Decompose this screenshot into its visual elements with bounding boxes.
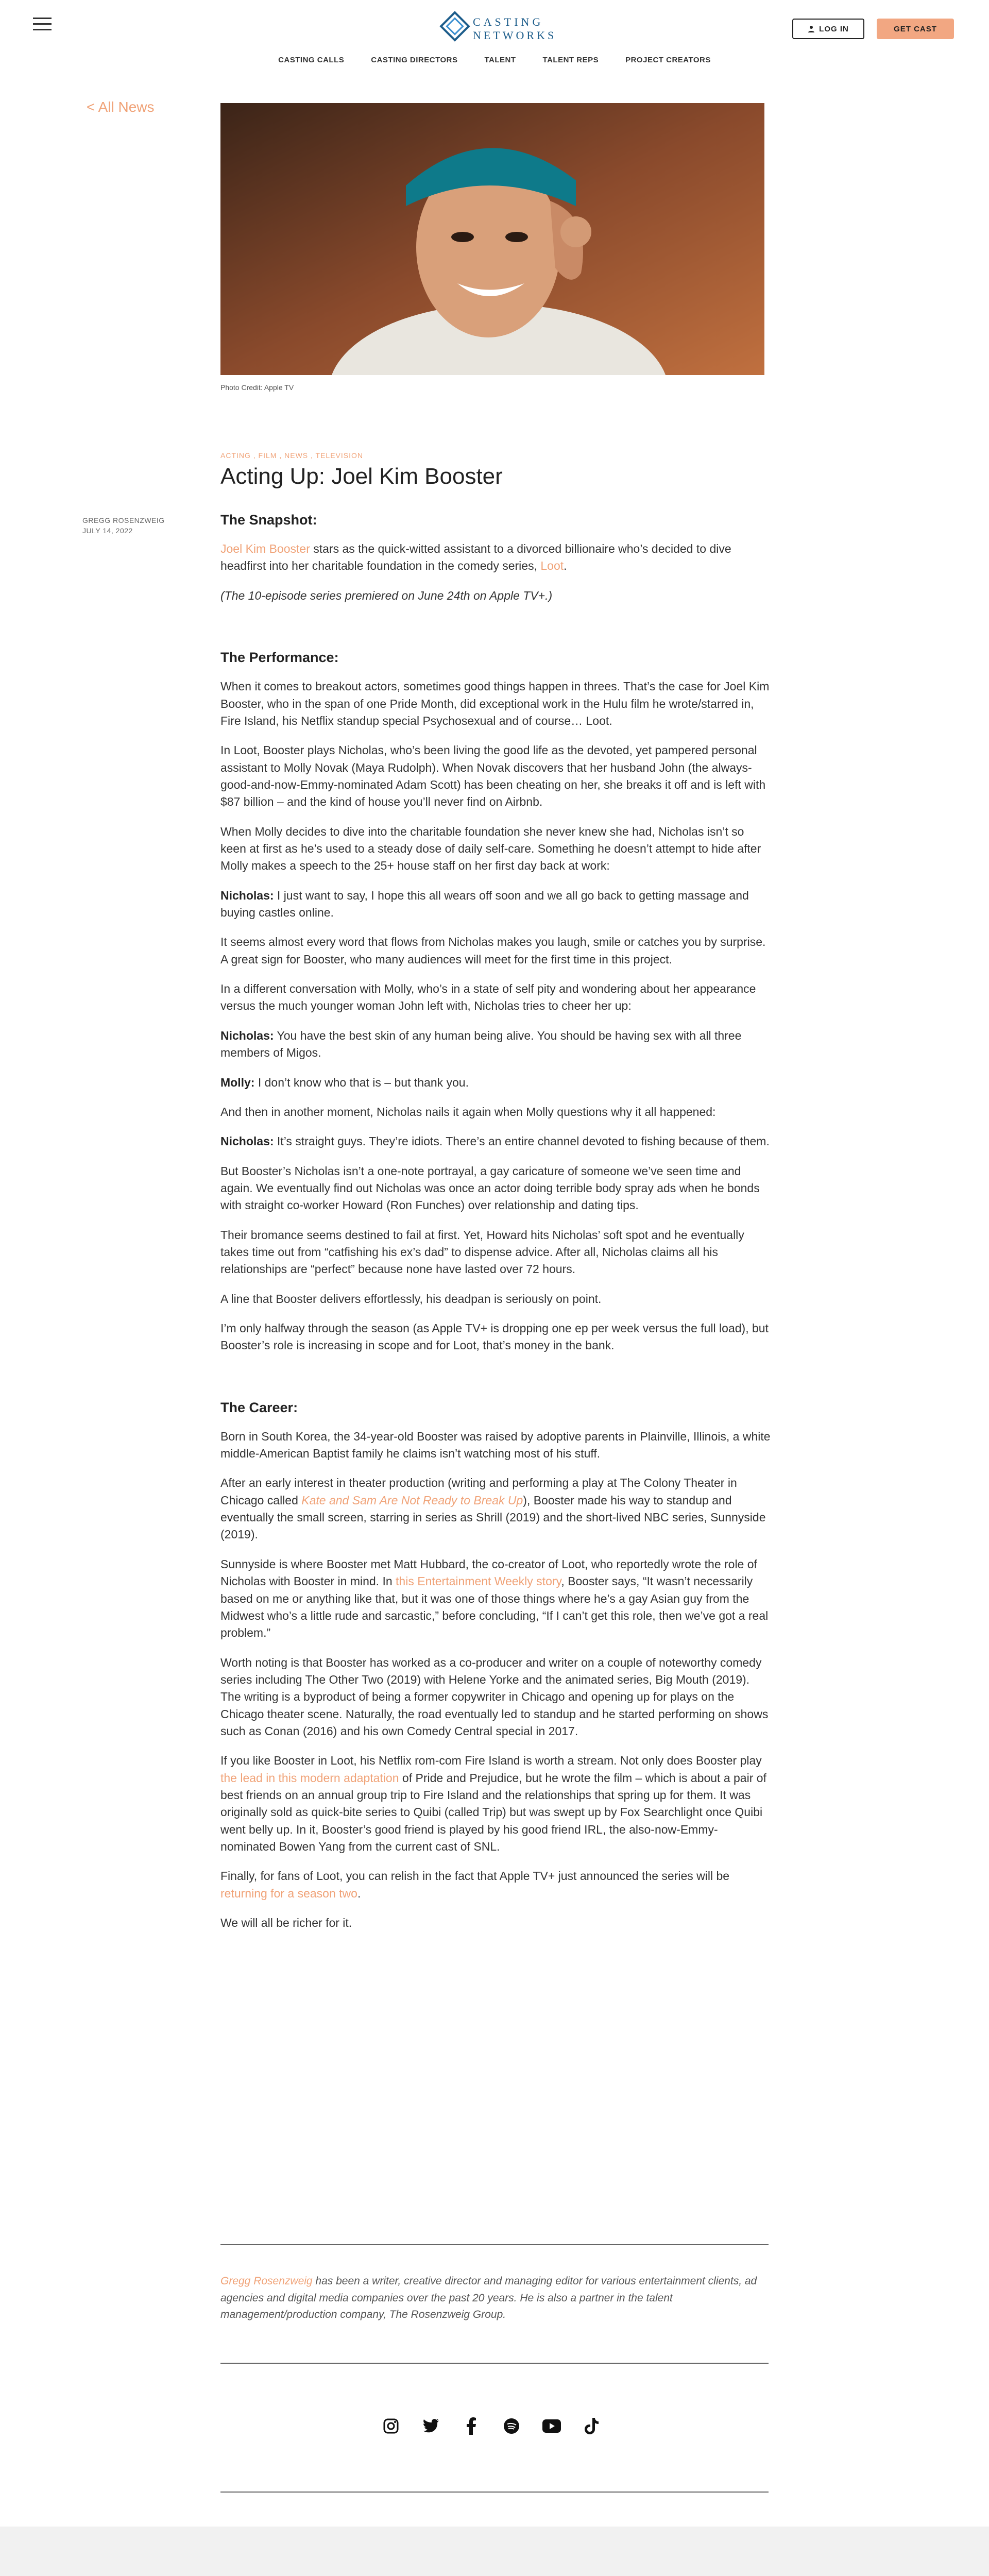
author-name[interactable]: GREGG ROSENZWEIG [82, 516, 165, 524]
hamburger-menu-icon[interactable] [33, 18, 52, 31]
tiktok-icon[interactable] [582, 2416, 602, 2436]
author-bio: Gregg Rosenzweig has been a writer, creative director and managing editor for various entertainment clients, ad agencies and digital media companies over the past 20 years. He is also a partner in the talent management/production company, The Rosenzweig Group. [220, 2275, 757, 2321]
paragraph: Sunnyside is where Booster met Matt Hubbard, the co-creator of Loot, who reportedly wrote the role of Nicholas with Booster in mind. In this Entertainment Weekly story, Booster says, “It wasn’t necessarily based on me or anything like that, but it was one of those things where he’s a gay Asian guy from the Midwest who’s a little rude and sarcastic,” before concluding, “If I can’t get this role, then we’ve got a real problem.” [220, 1557, 769, 1640]
paragraph: A line that Booster delivers effortlessly, his deadpan is seriously on point. [220, 1292, 602, 1306]
ew-story-link[interactable]: this Entertainment Weekly story [396, 1574, 561, 1588]
instagram-icon[interactable] [381, 2416, 401, 2436]
spotify-icon[interactable] [502, 2416, 521, 2436]
paragraph: I’m only halfway through the season (as Apple TV+ is dropping one ep per week versus the full load), but Booster’s role is increasing in scope and for Loot, that’s money in the bank. [220, 1321, 769, 1352]
newsletter-band [0, 2527, 989, 2576]
get-cast-button[interactable]: GET CAST [877, 19, 954, 39]
login-button[interactable] [792, 19, 864, 39]
paragraph: In Loot, Booster plays Nicholas, who’s been living the good life as the devoted, yet pampered personal assistant to Molly Novak (Maya Rudolph). When Novak discovers that her husband John (the always-good-and-now-Emmy-nominated Adam Scott) has been cheating on her, she breaks it off and is left with $87 billion – and the kind of house you’ll never find on Airbnb. [220, 743, 766, 809]
paragraph: And then in another moment, Nicholas nails it again when Molly questions why it all happened: [220, 1105, 716, 1118]
all-news-link[interactable]: < All News [87, 99, 155, 115]
paragraph: When Molly decides to dive into the charitable foundation she never knew she had, Nicholas isn’t so keen at first as he’s used to a steady dose of daily self-care. Something he doesn’t attempt to hide after Molly makes a speech to the 25+ house staff on her first day back at work: [220, 824, 761, 873]
nav-casting-directors[interactable]: CASTING DIRECTORS [371, 56, 458, 64]
quote: Nicholas: It’s straight guys. They’re idiots. There’s an entire channel devoted to fishing because of them. [220, 1134, 770, 1148]
article-body [220, 510, 772, 1944]
nav-casting-calls[interactable]: CASTING CALLS [278, 56, 345, 64]
publish-date: JULY 14, 2022 [82, 527, 133, 535]
paragraph: But Booster’s Nicholas isn’t a one-note portrayal, a gay caricature of someone we’ve seen time and again. We eventually find out Nicholas was once an actor doing terrible body spray ads when he bonds with straight co-worker Howard (Ron Funches) over relationship and dating tips. [220, 1164, 760, 1212]
logo-text-networks: NETWORKS [473, 29, 557, 42]
paragraph: Their bromance seems destined to fail at first. Yet, Howard hits Nicholas’ soft spot and he eventually takes time out from “catfishing his ex’s dad” to dispense advice. After all, Nicholas claims all his relationships are “perfect” because none have lasted over 72 hours. [220, 1228, 744, 1276]
paragraph: When it comes to breakout actors, sometimes good things happen in threes. That’s the case for Joel Kim Booster, who in the span of one Pride Month, did exceptional work in the Hulu film he wrote/starred in, Fire Island, his Netflix standup special Psychosexual and of course… Loot. [220, 680, 770, 727]
paragraph: It seems almost every word that flows from Nicholas makes you laugh, smile or catches you by surprise. A great sign for Booster, who many audiences will meet for the first time in this project. [220, 935, 766, 966]
nav-talent[interactable]: TALENT [484, 56, 516, 64]
actor-link[interactable]: Joel Kim Booster [220, 542, 310, 556]
divider [220, 2363, 769, 2364]
performance-heading: The Performance: [220, 650, 339, 666]
nav-project-creators[interactable]: PROJECT CREATORS [625, 56, 711, 64]
nav-talent-reps[interactable]: TALENT REPS [542, 56, 599, 64]
paragraph: In a different conversation with Molly, who’s in a state of self pity and wondering about her appearance versus the much younger woman John left with, Nicholas tries to cheer her up: [220, 982, 756, 1013]
logo-text-casting: CASTING [473, 15, 544, 28]
paragraph: If you like Booster in Loot, his Netflix rom-com Fire Island is worth a stream. Not only does Booster play the lead in this modern adaptation of Pride and Prejudice, but he wrote the film – which is about a pair of best friends on an annual group trip to Fire Island and the relationships that spring up for them. It was originally sold as quick-bite series to Quibi (called Trip) but was swept up by Fox Searchlight once Quibi went belly up. In it, Booster’s good friend is played by his good friend IRL, the also-now-Emmy-nominated Bowen Yang from the current cast of SNL. [220, 1754, 766, 1853]
login-label: LOG IN [819, 24, 849, 33]
career-heading: The Career: [220, 1399, 298, 1415]
casting-networks-logo[interactable] [439, 8, 557, 44]
youtube-icon[interactable] [542, 2416, 561, 2436]
paragraph: We will all be richer for it. [220, 1916, 352, 1930]
author-bio-link[interactable]: Gregg Rosenzweig [220, 2275, 313, 2287]
loot-link[interactable]: Loot [540, 559, 564, 573]
paragraph: Worth noting is that Booster has worked as a co-producer and writer on a couple of noteworthy comedy series including The Other Two (2019) with Helene Yorke and the animated series, Big Mouth (2019). The writing is a byproduct of being a former copywriter in Chicago and opening up for plays on the Chicago theater scene. Naturally, the road eventually led to standup and he started performing on shows such as Conan (2016) and his own Comedy Central special in 2017. [220, 1655, 769, 1738]
user-icon [808, 25, 815, 32]
logo-diamond-icon [439, 10, 471, 42]
play-link[interactable]: Kate and Sam Are Not Ready to Break Up [301, 1493, 523, 1507]
quote: Nicholas: I just want to say, I hope this all wears off soon and we all go back to getting massage and buying castles online. [220, 888, 749, 920]
season-two-link[interactable]: returning for a season two [220, 1886, 357, 1900]
snapshot-heading: The Snapshot: [220, 512, 317, 528]
site-header [0, 0, 989, 77]
divider [220, 2244, 769, 2245]
quote: Nicholas: You have the best skin of any human being alive. You should be having sex with all three members of Migos. [220, 1028, 742, 1060]
snapshot-paragraph: Joel Kim Booster stars as the quick-witted assistant to a divorced billionaire who’s decided to dive headfirst into her charitable foundation in the comedy series, Loot. [220, 542, 731, 573]
facebook-icon[interactable] [462, 2416, 481, 2436]
paragraph: Born in South Korea, the 34-year-old Booster was raised by adoptive parents in Plainville, Illinois, a white middle-American Baptist family he claims isn’t watching most of his stuff. [220, 1429, 771, 1461]
photo-credit: Photo Credit: Apple TV [220, 383, 294, 392]
main-nav [0, 56, 989, 64]
paragraph: Finally, for fans of Loot, you can relish in the fact that Apple TV+ just announced the series will be returning for a season two. [220, 1869, 730, 1900]
article-title: Acting Up: Joel Kim Booster [220, 464, 503, 489]
adaptation-link[interactable]: the lead in this modern adaptation [220, 1771, 399, 1785]
article-tags[interactable]: ACTING , FILM , NEWS , TELEVISION [220, 451, 364, 460]
hero-photo-illustration [220, 103, 764, 375]
share-icons [381, 2416, 602, 2436]
quote: Molly: I don’t know who that is – but thank you. [220, 1075, 469, 1089]
divider [220, 2492, 769, 2493]
hero-image [220, 103, 764, 375]
twitter-icon[interactable] [421, 2416, 441, 2436]
paragraph: After an early interest in theater production (writing and performing a play at The Colony Theater in Chicago called Kate and Sam Are Not Ready to Break Up), Booster made his way to standup and eventually the small screen, starring in series as Shrill (2019) and the short-lived NBC series, Sunnyside (2019). [220, 1476, 766, 1541]
article-byline [82, 515, 165, 536]
premiere-note: (The 10-episode series premiered on June 24th on Apple TV+.) [220, 588, 553, 602]
